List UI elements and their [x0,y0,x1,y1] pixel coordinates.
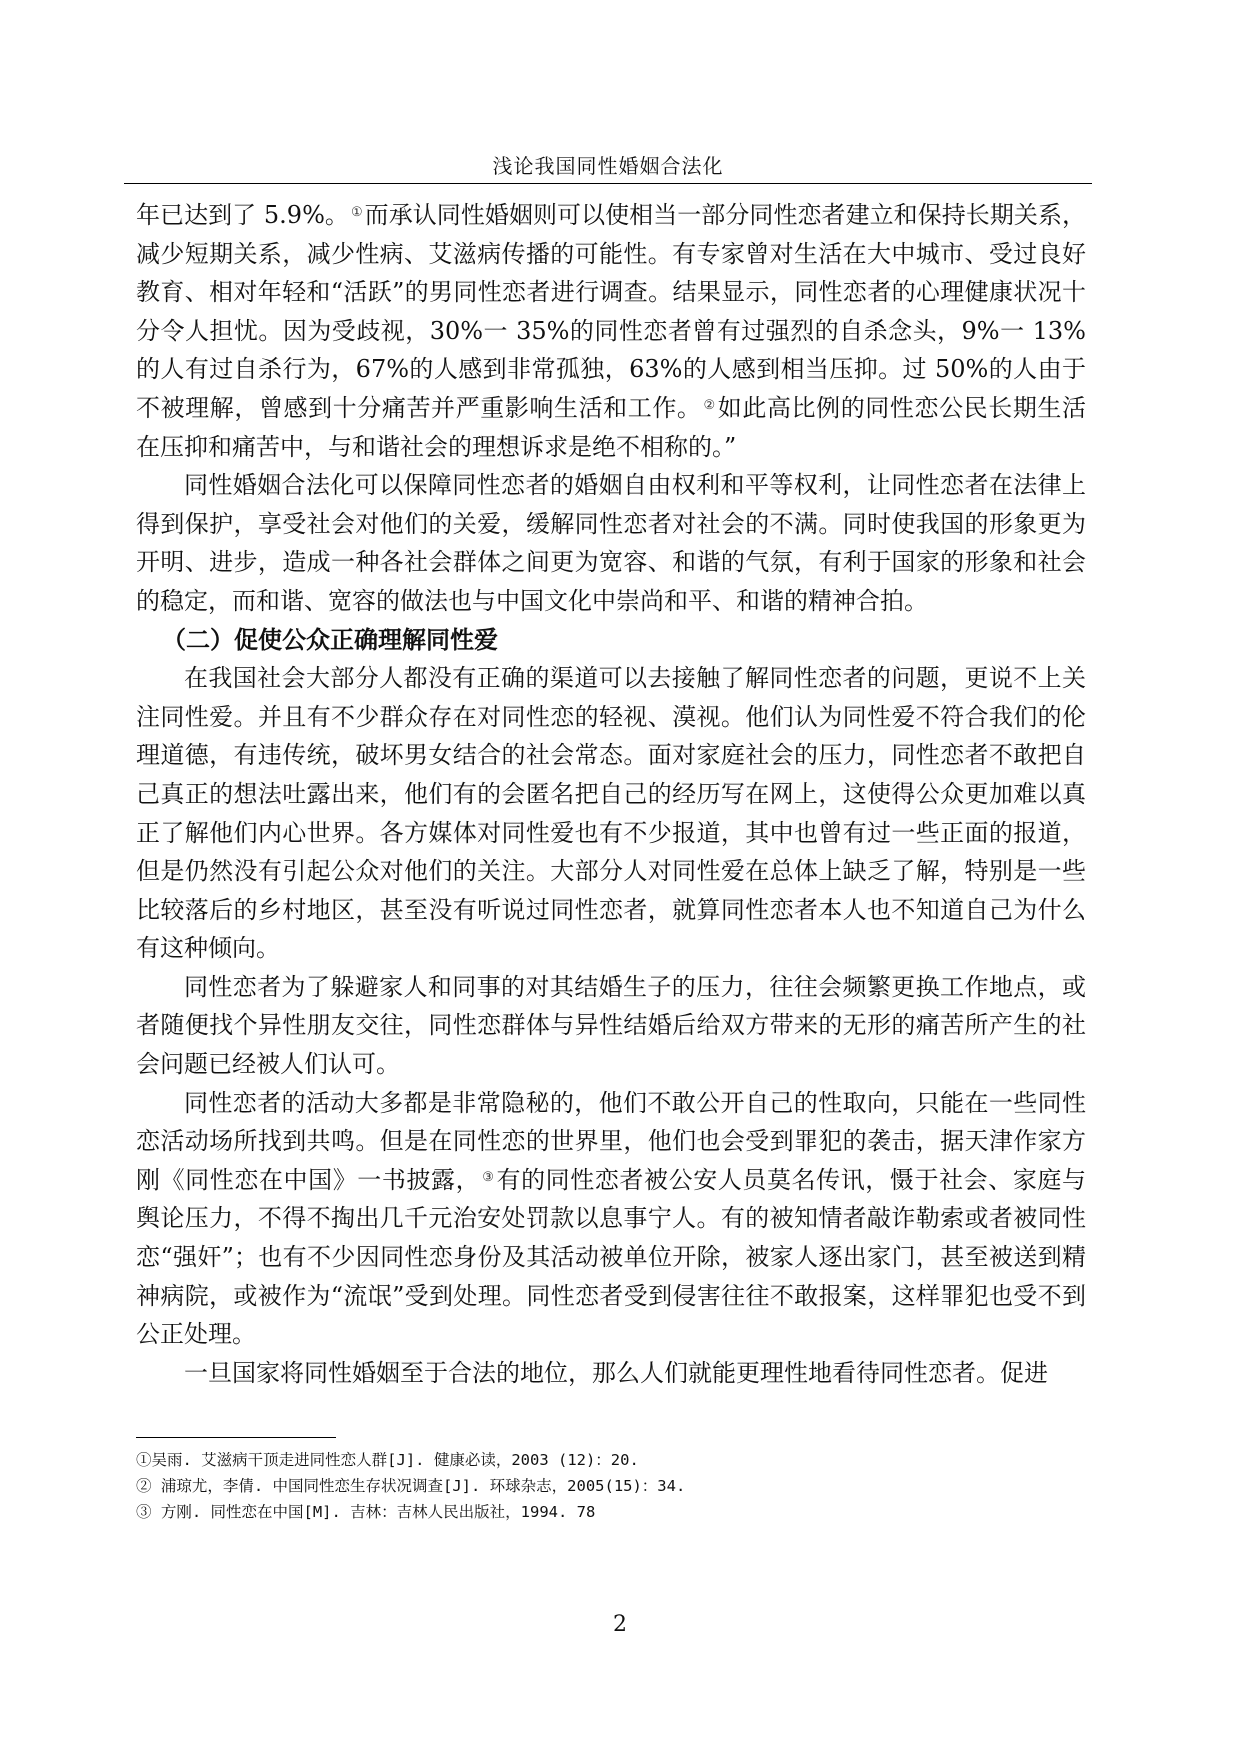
paragraph-3: 在我国社会大部分人都没有正确的渠道可以去接触了解同性恋者的问题，更说不上关注同性爱。并且有不少群众存在对同性恋的轻视、漠视。他们认为同性爱不符合我们的伦理道德，有违传统，破坏男女结合的社会常态。面对家庭社会的压力，同性恋者不敢把自己真正的想法吐露出来，他们有的会匿名把自己的经历写在网上，这使得公众更加难以真正了解他们内心世界。各方媒体对同性爱也有不少报道，其中也曾有过一些正面的报道，但是仍然没有引起公众对他们的关注。大部分人对同性爱在总体上缺乏了解，特别是一些比较落后的乡村地区，甚至没有听说过同性恋者，就算同性恋者本人也不知道自己为什么有这种倾向。 [136,664,1086,963]
footnote-rule [136,1437,336,1438]
paragraph-4: 同性恋者为了躲避家人和同事的对其结婚生子的压力，往往会频繁更换工作地点，或者随便找个异性朋友交往，同性恋群体与异性结婚后给双方带来的无形的痛苦所产生的社会问题已经被人们认可。 [136,972,1086,1079]
paragraph-1 [136,196,1086,466]
footnotes [136,1447,1076,1525]
paragraph-2: 同性婚姻合法化可以保障同性恋者的婚姻自由权利和平等权利，让同性恋者在法律上得到保护，享受社会对他们的关爱，缓解同性恋者对社会的不满。同时使我国的形象更为开明、进步，造成一种各社会群体之间更为宽容、和谐的气氛，有利于国家的形象和社会的稳定，而和谐、宽容的做法也与中国文化中崇尚和平、和谐的精神合拍。 [136,471,1086,615]
footnote-ref-3[interactable]: ③ [482,1169,495,1185]
paragraph-5-part-a: 同性恋者的活动大多都是非常隐秘的，他们不敢公开自己的性取向，只能在一些同性恋活动场所找到共鸣。但是在同性恋的世界里，他们也会受到罪犯的袭击，据天津作家方刚《同性恋在中国》一书披露， [136,1088,1086,1194]
section-heading: （二）促使公众正确理解同性爱 [162,625,498,654]
footnote-1: ①吴雨. 艾滋病干顶走进同性恋人群[J]. 健康必读，2003 (12)：20. [136,1451,639,1469]
paragraph-1-part-b: 而承认同性婚姻则可以使相当一部分同性恋者建立和保持长期关系，减少短期关系，减少性病、艾滋病传播的可能性。有专家曾对生活在大中城市、受过良好教育、相对年轻和“活跃”的男同性恋者进行调查。结果显示，同性恋者的心理健康状况十分令人担忧。因为受歧视，30%一 35%的同性恋者曾有过强烈的自杀念头，9%一 13%的人有过自杀行为，67%的人感到非常孤独，63%的人感到相当压抑。过 50%的人由于不被理解，曾感到十分痛苦并严重影响生活和工作。 [136,201,1086,422]
footnote-3: ③ 方刚. 同性恋在中国[M]. 吉林：吉林人民出版社，1994. 78 [136,1503,596,1521]
footnote-2: ② 浦琼尤，李倩. 中国同性恋生存状况调查[J]. 环球杂志，2005(15)：34. [136,1477,686,1495]
footnote-ref-2[interactable]: ② [703,397,716,413]
paragraph-5-part-b: 有的同性恋者被公安人员莫名传讯，慑于社会、家庭与舆论压力，不得不掏出几千元治安处罚款以息事宁人。有的被知情者敲诈勒索或者被同性恋“强奸”；也有不少因同性恋身份及其活动被单位开除，被家人逐出家门，甚至被送到精神病院，或被作为“流氓”受到处理。同性恋者受到侵害往往不敢报案，这样罪犯也受不到公正处理。 [136,1165,1087,1349]
header-rule [124,183,1092,184]
page-number: 2 [613,1612,627,1637]
footnote-ref-1[interactable]: ① [350,205,363,220]
running-header: 浅论我国同性婚姻合法化 [492,154,724,178]
body-text [136,196,1086,1392]
paragraph-6: 一旦国家将同性婚姻至于合法的地位，那么人们就能更理性地看待同性恋者。促进 [184,1358,1048,1387]
paragraph-1-part-a: 年已达到了 5.9%。 [136,201,349,229]
paragraph-1-part-c: 如此高比例的同性恋公民长期生活在压抑和痛苦中，与和谐社会的理想诉求是绝不相称的。” [136,393,1087,461]
paragraph-5 [136,1084,1086,1354]
